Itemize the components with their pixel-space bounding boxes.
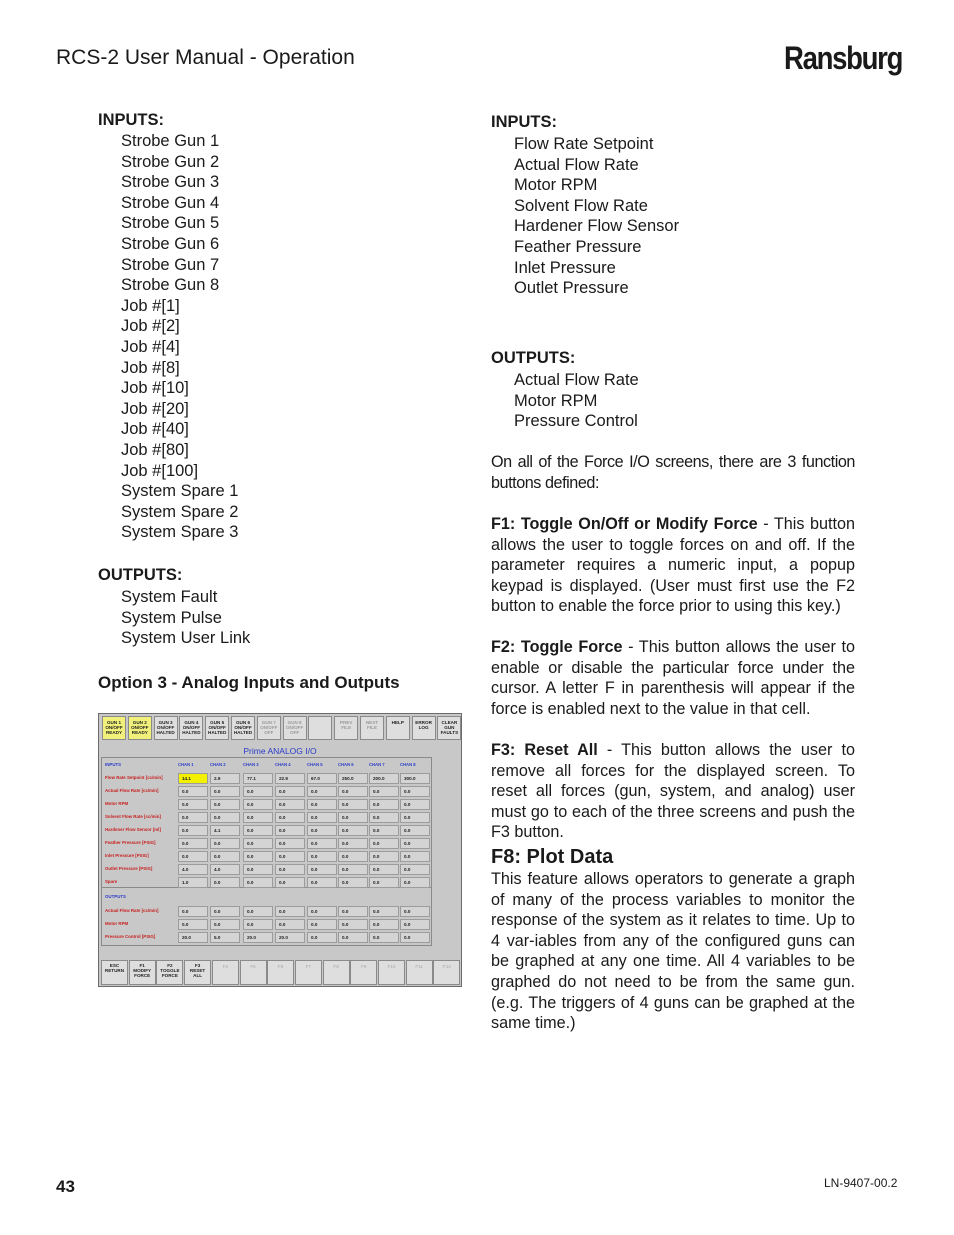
row-label: Flow Rate Setpoint [cc/min]	[105, 775, 163, 780]
value-cell[interactable]: 0.0	[338, 906, 368, 917]
analog-io-screenshot	[98, 713, 462, 987]
value-cell[interactable]: 0.0	[210, 851, 240, 862]
value-cell[interactable]: 0.0	[400, 851, 430, 862]
row-label: Hardener Flow Sensor [ml]	[105, 827, 161, 832]
screen-top-key[interactable]: GUN 6 ON/OFF HALTED	[231, 716, 255, 740]
grid-row	[102, 918, 429, 930]
manual-title: RCS-2 User Manual - Operation	[56, 46, 355, 69]
value-cell[interactable]: 0.0	[243, 877, 273, 888]
input-item: Job #[40]	[121, 420, 189, 439]
row-label: OUTPUTS	[105, 894, 126, 899]
output-item: Motor RPM	[514, 391, 598, 410]
f3-label: F3: Reset All	[491, 741, 598, 759]
value-cell[interactable]: 0.0	[307, 932, 337, 943]
output-item: System Pulse	[121, 608, 222, 627]
value-cell[interactable]: 20.0	[243, 932, 273, 943]
row-label: Actual Flow Rate [cc/min]	[105, 908, 159, 913]
input-item: Strobe Gun 5	[121, 214, 220, 233]
f2-paragraph	[491, 637, 855, 719]
value-cell[interactable]: 0.0	[400, 799, 430, 810]
value-cell[interactable]: 0.0	[400, 919, 430, 930]
channel-header: CHAN 6	[338, 762, 354, 767]
grid-row	[102, 837, 429, 849]
output-item: Actual Flow Rate	[514, 371, 639, 389]
input-item: Job #[4]	[121, 337, 180, 356]
value-cell[interactable]: 0.0	[307, 919, 337, 930]
value-cell[interactable]: 0.0	[178, 812, 208, 823]
value-cell[interactable]: 0.0	[275, 838, 305, 849]
value-cell[interactable]: 0.0	[178, 851, 208, 862]
grid-row	[102, 876, 429, 888]
screen-top-key[interactable]: PREV FILE	[334, 716, 358, 740]
value-cell[interactable]: 0.0	[369, 786, 399, 797]
value-cell[interactable]: 0.0	[369, 851, 399, 862]
value-cell[interactable]: 20.0	[178, 932, 208, 943]
grid-row	[102, 863, 429, 875]
value-cell[interactable]: 0.0	[243, 825, 273, 836]
value-cell[interactable]: 4.0	[210, 864, 240, 875]
value-cell[interactable]: 0.0	[400, 838, 430, 849]
input-item: Hardener Flow Sensor	[514, 217, 680, 236]
value-cell[interactable]: 0.0	[275, 864, 305, 875]
value-cell[interactable]: 0.0	[178, 799, 208, 810]
input-item: Job #[80]	[121, 440, 189, 459]
channel-header: CHAN 7	[369, 762, 385, 767]
screen-top-key[interactable]: GUN 5 ON/OFF HALTED	[205, 716, 229, 740]
value-cell[interactable]: 0.0	[307, 877, 337, 888]
value-cell[interactable]: 0.0	[338, 825, 368, 836]
right-inputs-heading: INPUTS:	[491, 113, 557, 131]
screen-top-key[interactable]: GUN 8 ON/OFF OFF	[283, 716, 307, 740]
channel-header: CHAN 5	[307, 762, 323, 767]
right-outputs-list	[514, 370, 639, 432]
row-label: Solvent Flow Rate [cc/min]	[105, 814, 161, 819]
value-cell[interactable]: 0.0	[338, 799, 368, 810]
page-number: 43	[56, 1177, 75, 1196]
value-cell[interactable]: 0.0	[243, 919, 273, 930]
value-cell[interactable]: 0.0	[243, 864, 273, 875]
value-cell[interactable]: 0.0	[400, 906, 430, 917]
screen-bottom-key[interactable]: F11	[406, 960, 433, 985]
input-item: Job #[1]	[121, 296, 180, 315]
document-number: LN-9407-00.2	[824, 1176, 898, 1190]
value-cell[interactable]: 0.0	[338, 932, 368, 943]
value-cell[interactable]: 0.0	[338, 864, 368, 875]
brand-logo: Ransburg	[784, 40, 903, 76]
f3-paragraph	[491, 740, 855, 843]
value-cell[interactable]: 0.0	[243, 906, 273, 917]
value-cell[interactable]: 0.0	[210, 812, 240, 823]
value-cell[interactable]: 0.0	[243, 838, 273, 849]
input-item: Strobe Gun 7	[121, 255, 220, 274]
row-label: Motor RPM	[105, 801, 129, 806]
value-cell[interactable]: 0.0	[400, 812, 430, 823]
value-cell[interactable]: 0.0	[400, 932, 430, 943]
value-cell[interactable]: 0.0	[243, 812, 273, 823]
row-label: Inlet Pressure [PSIG]	[105, 853, 149, 858]
value-cell[interactable]: 0.0	[400, 864, 430, 875]
screen-bottom-key[interactable]: F1 MODIFY FORCE	[129, 960, 156, 985]
screen-bottom-key[interactable]: F3 RESET ALL	[184, 960, 211, 985]
value-cell[interactable]: 0.0	[369, 825, 399, 836]
input-item: Actual Flow Rate	[514, 155, 639, 174]
f8-heading: F8: Plot Data	[491, 846, 614, 868]
f2-text: - This button allows the user to enable or disable the particular force under the cursor. A letter F in parenthesis will appear if the force is enabled next to the value in that cell.	[491, 638, 855, 718]
value-cell[interactable]: 0.0	[210, 838, 240, 849]
screen-bottom-key[interactable]: F9	[350, 960, 377, 985]
value-cell[interactable]: 22.9	[275, 773, 305, 784]
value-cell[interactable]: 0.0	[275, 851, 305, 862]
value-cell[interactable]: 0.0	[275, 906, 305, 917]
value-cell[interactable]: 0.0	[338, 786, 368, 797]
left-outputs-heading: OUTPUTS:	[98, 566, 183, 584]
value-cell[interactable]: 0.0	[369, 812, 399, 823]
value-cell[interactable]: 0.0	[338, 838, 368, 849]
value-cell[interactable]: 2.9	[210, 773, 240, 784]
value-cell[interactable]: 0.0	[307, 864, 337, 875]
grid-row	[102, 772, 429, 784]
input-item: Job #[20]	[121, 399, 189, 418]
grid-row	[102, 785, 429, 797]
right-inputs-list	[514, 134, 679, 299]
value-cell[interactable]: 14.1	[178, 773, 208, 784]
value-cell[interactable]: 0.0	[275, 825, 305, 836]
value-cell[interactable]: 0.0	[243, 851, 273, 862]
value-cell[interactable]: 0.0	[210, 877, 240, 888]
channel-header: CHAN 3	[243, 762, 259, 767]
value-cell[interactable]: 250.0	[338, 773, 368, 784]
value-cell[interactable]: 0.0	[243, 799, 273, 810]
value-cell[interactable]: 0.0	[338, 851, 368, 862]
f1-text: - This button allows the user to toggle forces on and off. If the parameter requires a numeric input, a popup keypad is displayed. (User must first use the F2 button to enable the force prior to using this key.)	[491, 515, 855, 616]
value-cell[interactable]: 0.0	[307, 906, 337, 917]
value-cell[interactable]: 0.0	[178, 919, 208, 930]
input-item: System Spare 2	[121, 502, 239, 521]
grid-row	[102, 905, 429, 917]
screen-top-key[interactable]: GUN 4 ON/OFF HALTED	[179, 716, 203, 740]
screen-top-key[interactable]: GUN 7 ON/OFF OFF	[257, 716, 281, 740]
input-item: Strobe Gun 1	[121, 132, 220, 150]
right-outputs-heading: OUTPUTS:	[491, 349, 576, 367]
screen-bottom-key[interactable]: F8	[323, 960, 350, 985]
screen-top-key[interactable]: CLEAR GUN FAULTS	[437, 716, 461, 740]
input-item: Strobe Gun 4	[121, 193, 220, 212]
value-cell[interactable]: 0.0	[210, 799, 240, 810]
screen-top-key[interactable]: HELP	[386, 716, 410, 740]
channel-header: CHAN 2	[210, 762, 226, 767]
value-cell[interactable]: 200.0	[369, 773, 399, 784]
row-label: Motor RPM	[105, 921, 129, 926]
screen-bottom-key[interactable]: ESC RETURN	[101, 960, 128, 985]
screen-bottom-key[interactable]: F2 TOGGLE FORCE	[156, 960, 183, 985]
input-item: Job #[100]	[121, 461, 199, 480]
screen-top-key[interactable]: GUN 2 ON/OFF READY	[128, 716, 152, 740]
channel-header: CHAN 1	[178, 762, 194, 767]
grid-row	[102, 811, 429, 823]
grid-row	[102, 931, 429, 943]
output-item: System User Link	[121, 629, 251, 648]
value-cell[interactable]: 0.0	[178, 786, 208, 797]
screen-top-key[interactable]: GUN 3 ON/OFF HALTED	[154, 716, 178, 740]
screen-bottom-key[interactable]: F10	[378, 960, 405, 985]
value-cell[interactable]: 4.1	[210, 825, 240, 836]
screen-bottom-key[interactable]: F12	[433, 960, 460, 985]
value-cell[interactable]: 0.0	[178, 906, 208, 917]
left-inputs-heading: INPUTS:	[98, 111, 164, 129]
output-item: Pressure Control	[514, 412, 638, 431]
value-cell[interactable]: 0.0	[400, 786, 430, 797]
f8-paragraph: This feature allows operators to generate a graph of many of the process variables to monitor the response of the system as it relates to time. Up to 4 var-iables from any of the configured guns can be graphed at any one time. All 4 variables to be graphed do not need to be from the same gun. (e.g. The triggers of 4 guns can be graphed at the same time.)	[491, 870, 855, 1033]
screen-top-key[interactable]	[308, 716, 332, 740]
row-label: Spare	[105, 879, 118, 884]
value-cell[interactable]: 0.0	[275, 919, 305, 930]
value-cell[interactable]: 20.0	[275, 932, 305, 943]
grid-row	[102, 850, 429, 862]
value-cell[interactable]: 0.0	[369, 919, 399, 930]
screen-top-key[interactable]: ERROR LOG	[412, 716, 436, 740]
option-heading: Option 3 - Analog Inputs and Outputs	[98, 673, 400, 692]
screen-bottom-key[interactable]: F6	[267, 960, 294, 985]
value-cell[interactable]: 0.0	[400, 877, 430, 888]
value-cell[interactable]: 0.0	[178, 838, 208, 849]
input-item: Motor RPM	[514, 176, 598, 195]
value-cell[interactable]: 0.0	[275, 799, 305, 810]
grid-row	[102, 891, 429, 903]
channel-header: CHAN 8	[400, 762, 416, 767]
f1-label: F1: Toggle On/Off or Modify Force	[491, 515, 758, 533]
value-cell[interactable]: 0.0	[178, 825, 208, 836]
input-item: Strobe Gun 3	[121, 173, 220, 192]
value-cell[interactable]: 0.0	[210, 786, 240, 797]
row-label: Outlet Pressure [PSIG]	[105, 866, 153, 871]
value-cell[interactable]: 0.0	[210, 919, 240, 930]
value-cell[interactable]: 0.0	[275, 786, 305, 797]
input-item: Inlet Pressure	[514, 258, 616, 277]
grid-row	[102, 798, 429, 810]
value-cell[interactable]: 1.0	[178, 877, 208, 888]
value-cell[interactable]: 0.0	[275, 877, 305, 888]
grid-row	[102, 759, 429, 771]
value-cell[interactable]: 0.0	[275, 812, 305, 823]
value-cell[interactable]: 0.0	[338, 812, 368, 823]
input-item: Job #[8]	[121, 358, 180, 377]
input-item: Job #[2]	[121, 317, 180, 336]
screen-title: Prime ANALOG I/O	[243, 746, 317, 756]
screen-top-key[interactable]: GUN 1 ON/OFF READY	[102, 716, 126, 740]
left-inputs-list	[121, 131, 238, 543]
input-item: Strobe Gun 8	[121, 276, 220, 295]
force-intro: On all of the Force I/O screens, there are 3 function buttons defined:	[491, 453, 855, 492]
value-cell[interactable]: 0.0	[307, 825, 337, 836]
f3-text: - This button allows the user to remove all forces for the displayed screen. To reset all forces (gun, system, and analog) user must go to each of the three screens and push the F3 button.	[491, 741, 855, 842]
input-item: Outlet Pressure	[514, 279, 629, 298]
value-cell[interactable]: 0.0	[369, 838, 399, 849]
input-item: Strobe Gun 2	[121, 152, 220, 171]
value-cell[interactable]: 0.0	[338, 877, 368, 888]
value-cell[interactable]: 0.0	[369, 864, 399, 875]
input-item: Feather Pressure	[514, 237, 642, 256]
value-cell[interactable]: 5.0	[210, 932, 240, 943]
input-item: System Spare 3	[121, 523, 239, 542]
value-cell[interactable]: 0.0	[243, 786, 273, 797]
screen-bottom-key[interactable]: F5	[240, 960, 267, 985]
input-item: Flow Rate Setpoint	[514, 135, 654, 153]
row-label: Actual Flow Rate [cc/min]	[105, 788, 159, 793]
screen-bottom-key[interactable]: F7	[295, 960, 322, 985]
value-cell[interactable]: 67.0	[307, 773, 337, 784]
input-item: Strobe Gun 6	[121, 234, 220, 253]
value-cell[interactable]: 0.0	[369, 877, 399, 888]
value-cell[interactable]: 4.0	[178, 864, 208, 875]
value-cell[interactable]: 0.0	[307, 838, 337, 849]
input-item: Solvent Flow Rate	[514, 196, 648, 215]
value-cell[interactable]: 0.0	[307, 851, 337, 862]
value-cell[interactable]: 0.0	[369, 799, 399, 810]
value-cell[interactable]: 0.0	[338, 919, 368, 930]
f2-label: F2: Toggle Force	[491, 638, 623, 656]
value-cell[interactable]: 0.0	[210, 906, 240, 917]
value-cell[interactable]: 0.0	[369, 906, 399, 917]
row-label: INPUTS	[105, 762, 122, 767]
value-cell[interactable]: 0.0	[369, 932, 399, 943]
input-item: Job #[10]	[121, 379, 189, 398]
channel-header: CHAN 4	[275, 762, 291, 767]
value-cell[interactable]: 77.1	[243, 773, 273, 784]
f1-paragraph	[491, 514, 855, 617]
grid-row	[102, 824, 429, 836]
screen-bottom-key[interactable]: F4	[212, 960, 239, 985]
value-cell[interactable]: 0.0	[400, 825, 430, 836]
value-cell[interactable]: 0.0	[307, 799, 337, 810]
output-item: System Fault	[121, 588, 218, 606]
row-label: Feather Pressure [PSIG]	[105, 840, 156, 845]
row-label: Pressure Control [PSIG]	[105, 934, 156, 939]
value-cell[interactable]: 0.0	[307, 812, 337, 823]
value-cell[interactable]: 300.0	[400, 773, 430, 784]
screen-top-key[interactable]: NEXT FILE	[360, 716, 384, 740]
input-item: System Spare 1	[121, 482, 239, 501]
value-cell[interactable]: 0.0	[307, 786, 337, 797]
left-outputs-list	[121, 587, 250, 649]
